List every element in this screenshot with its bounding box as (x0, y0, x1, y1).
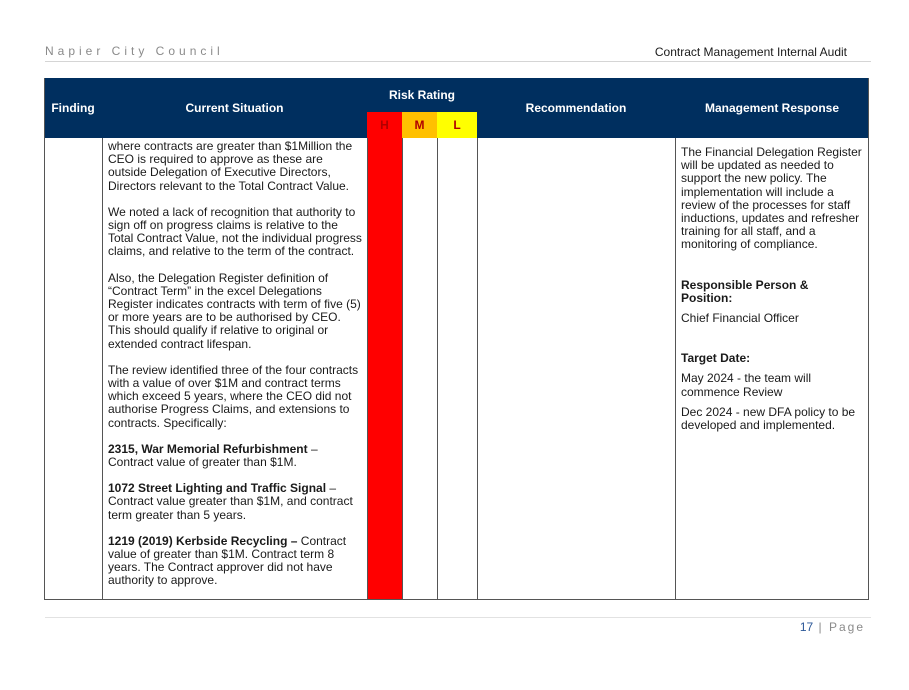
grid-line (367, 138, 368, 600)
audit-findings-table (44, 78, 869, 600)
header-current-situation: Current Situation (102, 78, 367, 138)
risk-medium-label: M (402, 112, 437, 138)
organisation-name: Napier City Council (45, 44, 224, 58)
page-number: 17 (799, 620, 814, 634)
risk-low-label: L (437, 112, 477, 138)
situation-paragraph: Also, the Delegation Register definition of “Contract Term” in the excel Delegations Register indicates contracts with term of five (5) or more years are to be authorised by CEO. This should qualify if relative to original or extended contract lifespan. (108, 270, 361, 351)
contract-name: 1072 Street Lighting and Traffic Signal (108, 481, 327, 496)
contract-item (108, 443, 364, 469)
grid-line (675, 138, 676, 600)
grid-line (868, 78, 869, 600)
responsible-person: Chief Financial Officer (681, 311, 799, 326)
contract-detail: Contract value of greater than $1M. Contract term 8 years. The Contract approver did not have authority to approve. (108, 533, 347, 588)
responsible-person-heading: Responsible Person & Position: (681, 277, 809, 305)
contract-name: 2315, War Memorial Refurbishment (108, 441, 308, 456)
contract-detail: – Contract value of greater than $1M. (108, 441, 318, 470)
risk-high-indicator (367, 138, 402, 600)
target-date-1: May 2024 - the team will commence Review (681, 371, 812, 399)
footer-divider (45, 617, 871, 618)
header-recommendation: Recommendation (477, 78, 675, 138)
grid-line (437, 138, 438, 600)
response-paragraph: The Financial Delegation Register will be updated as needed to support the new policy. The implementation will include a review of the processes for staff inductions, updates and refresher training for all staff, and a monitoring of compliance. (681, 145, 862, 252)
risk-high-label: H (367, 112, 402, 138)
target-date-heading: Target Date: (681, 351, 751, 366)
document-title: Contract Management Internal Audit (654, 45, 847, 59)
contract-item (108, 535, 364, 588)
page-footer (800, 620, 865, 634)
current-situation-text (108, 140, 364, 601)
header-management-response: Management Response (675, 78, 869, 138)
situation-paragraph: The review identified three of the four contracts with a value of over $1M and contract terms which exceed 5 years, where the CEO did not authorise Progress Claims, and extensions to contracts. Specifically: (108, 362, 359, 430)
situation-paragraph: We noted a lack of recognition that authority to sign off on progress claims is relative to the Total Contract Value, not the individual progress claims, and relative to the term of the contract. (108, 204, 362, 259)
header-finding: Finding (44, 78, 102, 138)
grid-line (44, 78, 45, 600)
target-date-2: Dec 2024 - new DFA policy to be developed and implemented. (681, 404, 856, 433)
grid-line (477, 138, 478, 600)
situation-paragraph: where contracts are greater than $1Million the CEO is required to approve as these are outside Delegation of Executive Directors, Directors relevant to the Total Contract Value. (108, 139, 353, 193)
header-risk-rating: Risk Rating (367, 78, 477, 112)
contract-name: 1219 (2019) Kerbside Recycling – (108, 533, 298, 548)
grid-line (102, 138, 103, 600)
header-divider (45, 61, 871, 62)
management-response-text (681, 146, 863, 432)
page-label: | Page (818, 620, 865, 634)
grid-line (402, 138, 403, 600)
contract-detail: – Contract value greater than $1M, and contract term greater than 5 years. (108, 481, 353, 522)
contract-item (108, 482, 364, 522)
